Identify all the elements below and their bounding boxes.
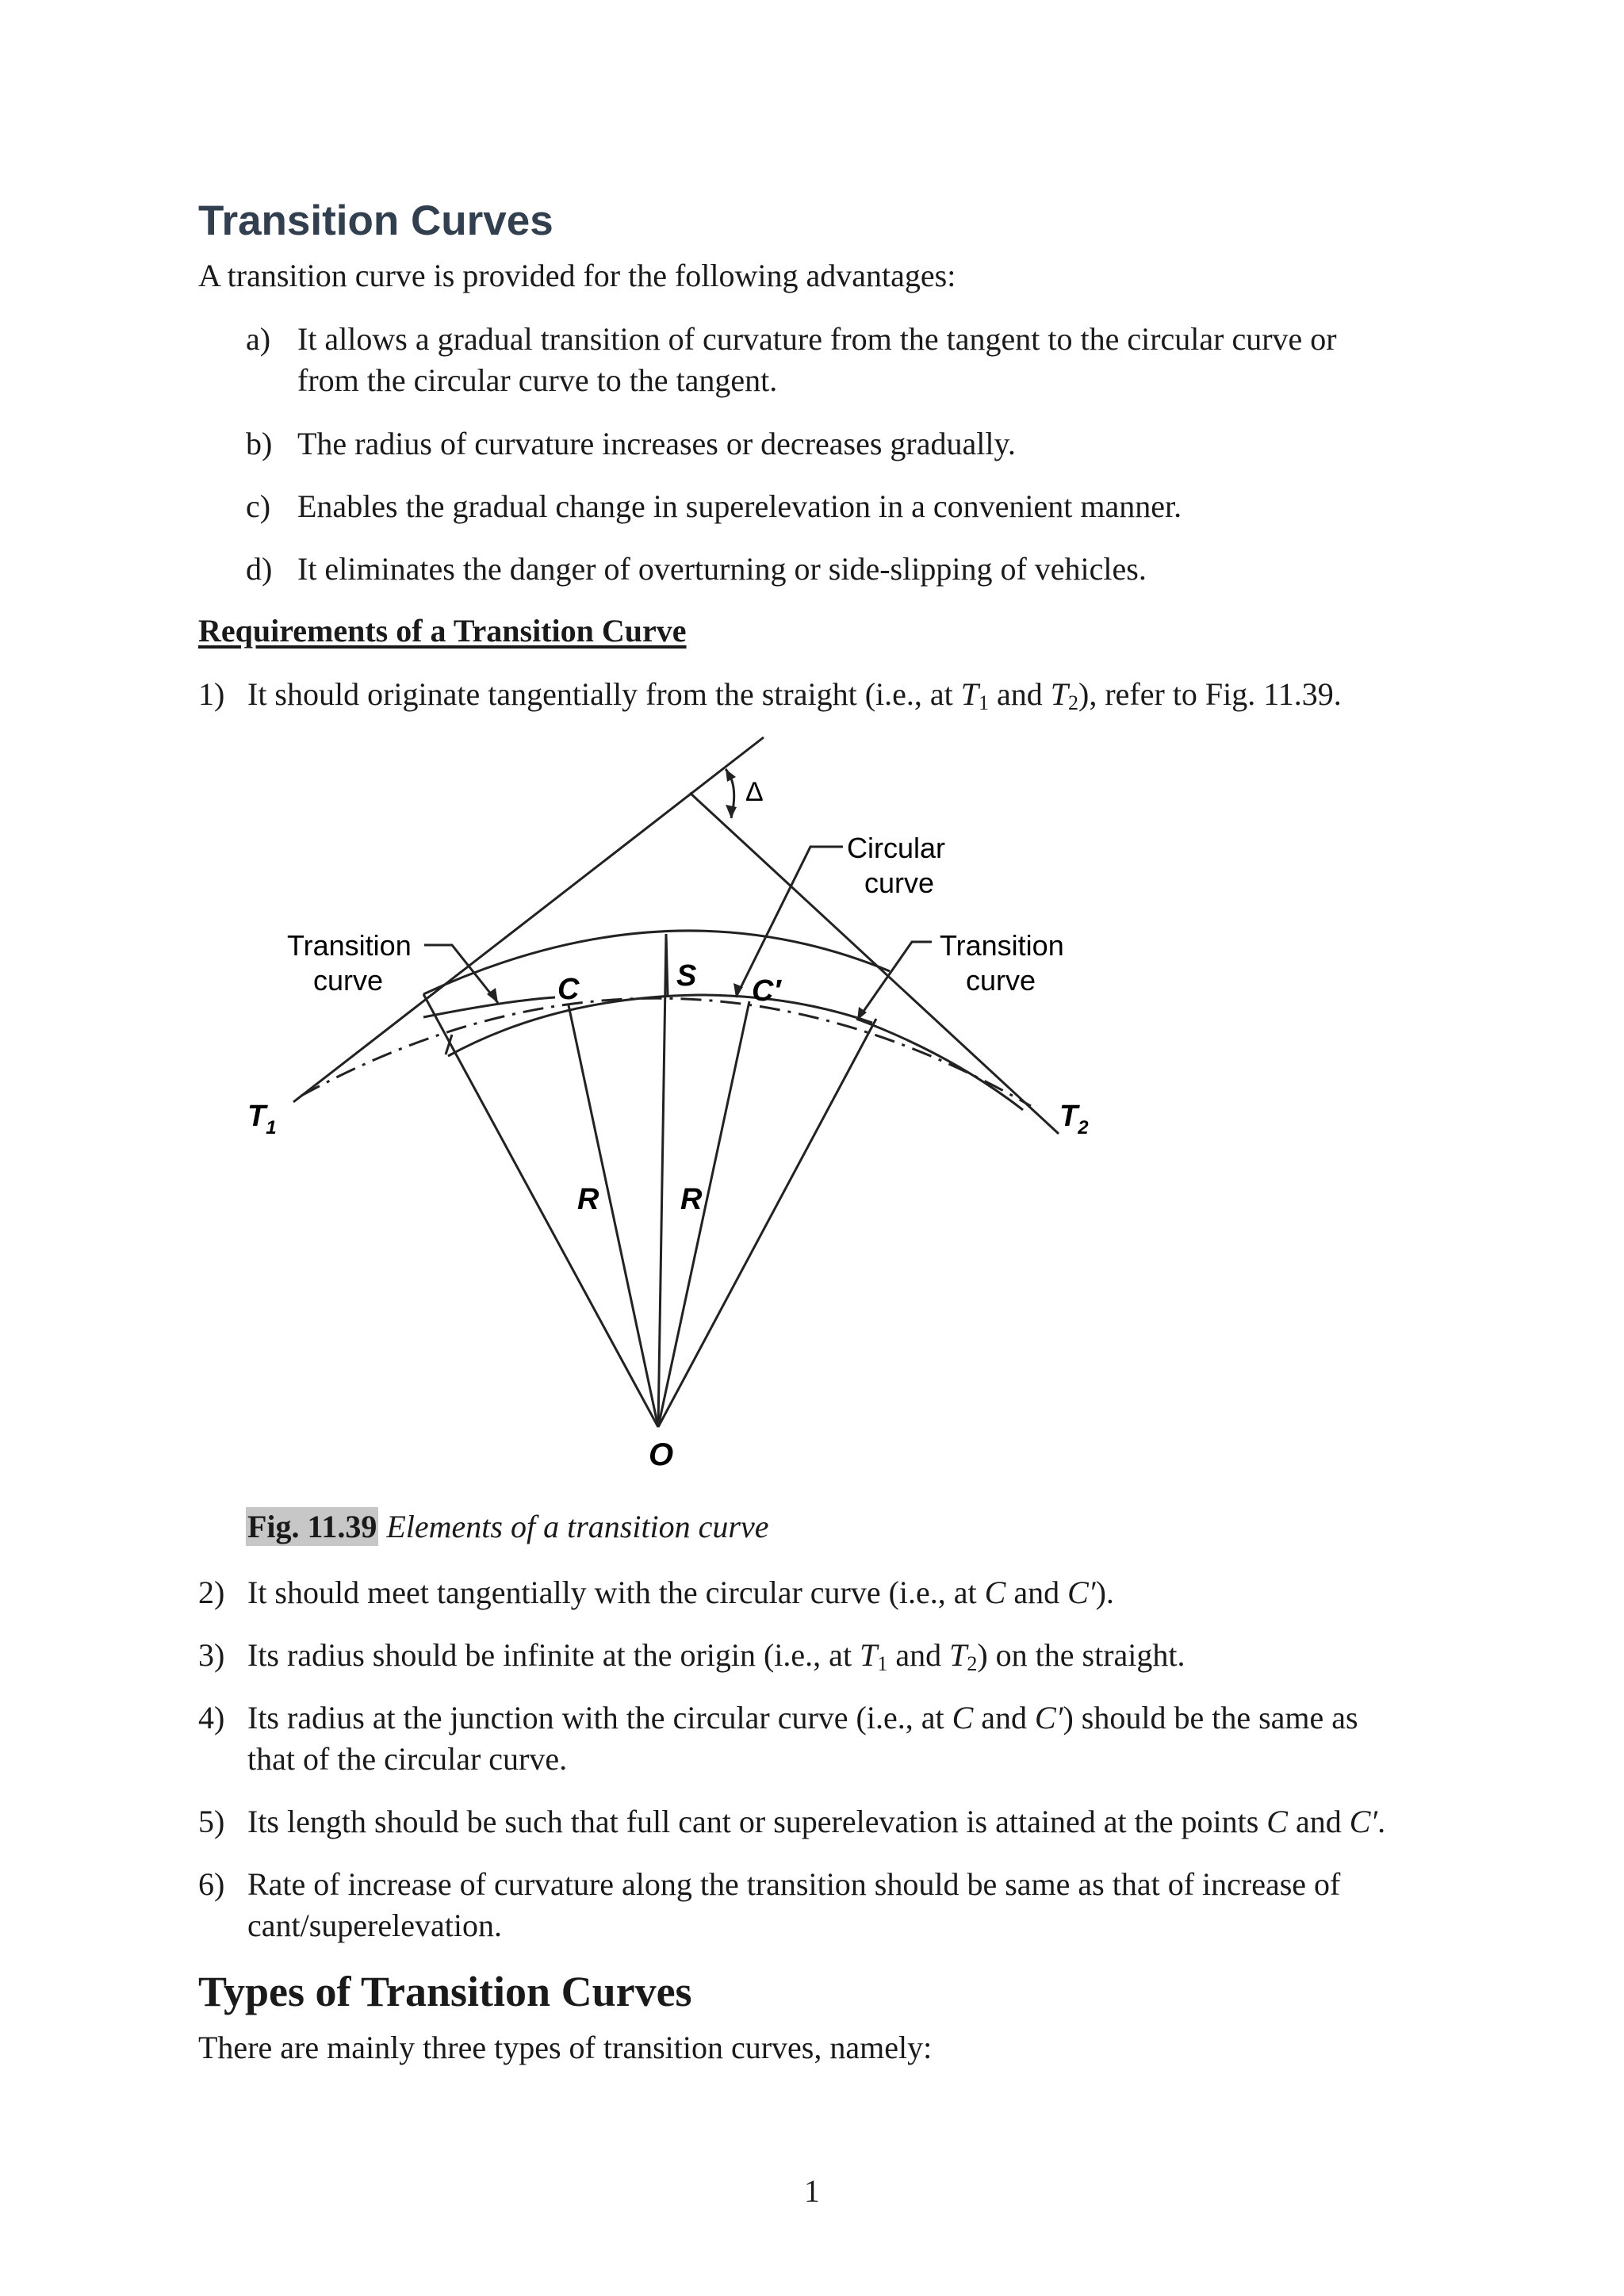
list-item-text-line: from the circular curve to the tangent. bbox=[297, 362, 778, 398]
leader-left-transition bbox=[424, 945, 498, 1003]
radius-left-label: R bbox=[577, 1183, 599, 1216]
list-marker: c) bbox=[246, 488, 271, 524]
transition-curve-left-label-line-2: curve bbox=[313, 964, 384, 997]
list-item-text: Its radius at the junction with the circular curve (i.e., at C and C′) should be the same as bbox=[247, 1700, 1358, 1735]
section-heading: Transition Curves bbox=[198, 197, 553, 244]
list-marker: d) bbox=[246, 551, 273, 587]
arrowhead bbox=[726, 805, 737, 818]
requirements-heading: Requirements of a Transition Curve bbox=[198, 613, 687, 649]
list-item-text-line: The radius of curvature increases or decreases gradually. bbox=[297, 426, 1016, 461]
center-o-label: O bbox=[649, 1437, 674, 1472]
transition-right-end bbox=[856, 1019, 1023, 1110]
list-marker: 4) bbox=[198, 1700, 225, 1735]
dash-dot-curve bbox=[301, 998, 1031, 1106]
page-number: 1 bbox=[804, 2173, 820, 2209]
list-marker: a) bbox=[246, 321, 271, 357]
s-offset-line bbox=[666, 934, 668, 995]
types-heading: Types of Transition Curves bbox=[198, 1968, 692, 2015]
main-curve bbox=[448, 995, 872, 1056]
list-item-text-line: that of the circular curve. bbox=[247, 1741, 568, 1777]
figure-number: Fig. 11.39 bbox=[247, 1509, 377, 1544]
tangent-line-left bbox=[293, 737, 764, 1102]
figure-caption-text: Elements of a transition curve bbox=[378, 1509, 769, 1544]
list-marker: 3) bbox=[198, 1637, 225, 1673]
transition-left-inner bbox=[423, 997, 555, 1017]
list-item-requirement-3 bbox=[198, 1635, 1467, 1676]
list-marker: 5) bbox=[198, 1804, 225, 1839]
list-item-text-line: It eliminates the danger of overturning or side-slipping of vehicles. bbox=[297, 551, 1147, 587]
delta-symbol: Δ bbox=[745, 777, 764, 807]
circular-curve-label-line-1: Circular bbox=[847, 832, 946, 864]
circular-curve-label-line-2: curve bbox=[864, 867, 935, 899]
list-marker: 6) bbox=[198, 1866, 225, 1902]
list-item-requirement-2 bbox=[198, 1572, 1467, 1613]
list-item-text-line: Enables the gradual change in superelevation in a convenient manner. bbox=[297, 488, 1182, 524]
transition-curve-right-label-line-2: curve bbox=[966, 964, 1036, 997]
radial-line bbox=[658, 1001, 749, 1427]
list-item-text: Its radius should be infinite at the origin (i.e., at $T_1$ and $T_2$) on the straight. bbox=[247, 1637, 1185, 1675]
radial-line bbox=[569, 1005, 658, 1427]
point-c-label: C bbox=[557, 973, 580, 1006]
outer-curve bbox=[423, 931, 890, 994]
radial-line bbox=[658, 1019, 876, 1427]
radius-right-label: R bbox=[680, 1183, 703, 1216]
list-item-text-line: cant/superelevation. bbox=[247, 1908, 502, 1943]
list-marker: b) bbox=[246, 426, 273, 461]
transition-curve-right-label-line-1: Transition bbox=[940, 929, 1064, 962]
t1-label: $T_1$ bbox=[247, 1100, 277, 1138]
list-item-requirement-6 bbox=[198, 1864, 1467, 1946]
point-s-label: S bbox=[676, 959, 697, 993]
point-c-prime-label: C′ bbox=[752, 974, 781, 1008]
list-marker: 1) bbox=[198, 676, 225, 712]
list-item-requirement-4 bbox=[198, 1697, 1467, 1780]
list-item-requirement-5 bbox=[198, 1801, 1507, 1843]
radial-line bbox=[423, 994, 658, 1427]
list-item-text-line: Rate of increase of curvature along the transition should be same as that of increase of bbox=[247, 1866, 1341, 1902]
t2-label: $T_2$ bbox=[1059, 1100, 1089, 1138]
list-item-text-line: It allows a gradual transition of curvature from the tangent to the circular curve or bbox=[297, 321, 1337, 357]
list-item-text: Its length should be such that full cant or superelevation is attained at the points C and C′. bbox=[247, 1804, 1386, 1839]
transition-curve-left-label-line-1: Transition bbox=[287, 929, 412, 962]
list-item-text: It should originate tangentially from the straight (i.e., at $T_1$ and $T_2$), refer to Fig. 11.39. bbox=[247, 676, 1342, 714]
types-intro-paragraph: There are mainly three types of transition curves, namely: bbox=[198, 2030, 933, 2065]
figure-caption bbox=[246, 1506, 769, 1548]
intro-paragraph: A transition curve is provided for the following advantages: bbox=[198, 258, 956, 293]
radial-line bbox=[658, 934, 666, 1427]
list-item-text: It should meet tangentially with the circular curve (i.e., at C and C′). bbox=[247, 1575, 1114, 1610]
list-marker: 2) bbox=[198, 1575, 225, 1610]
